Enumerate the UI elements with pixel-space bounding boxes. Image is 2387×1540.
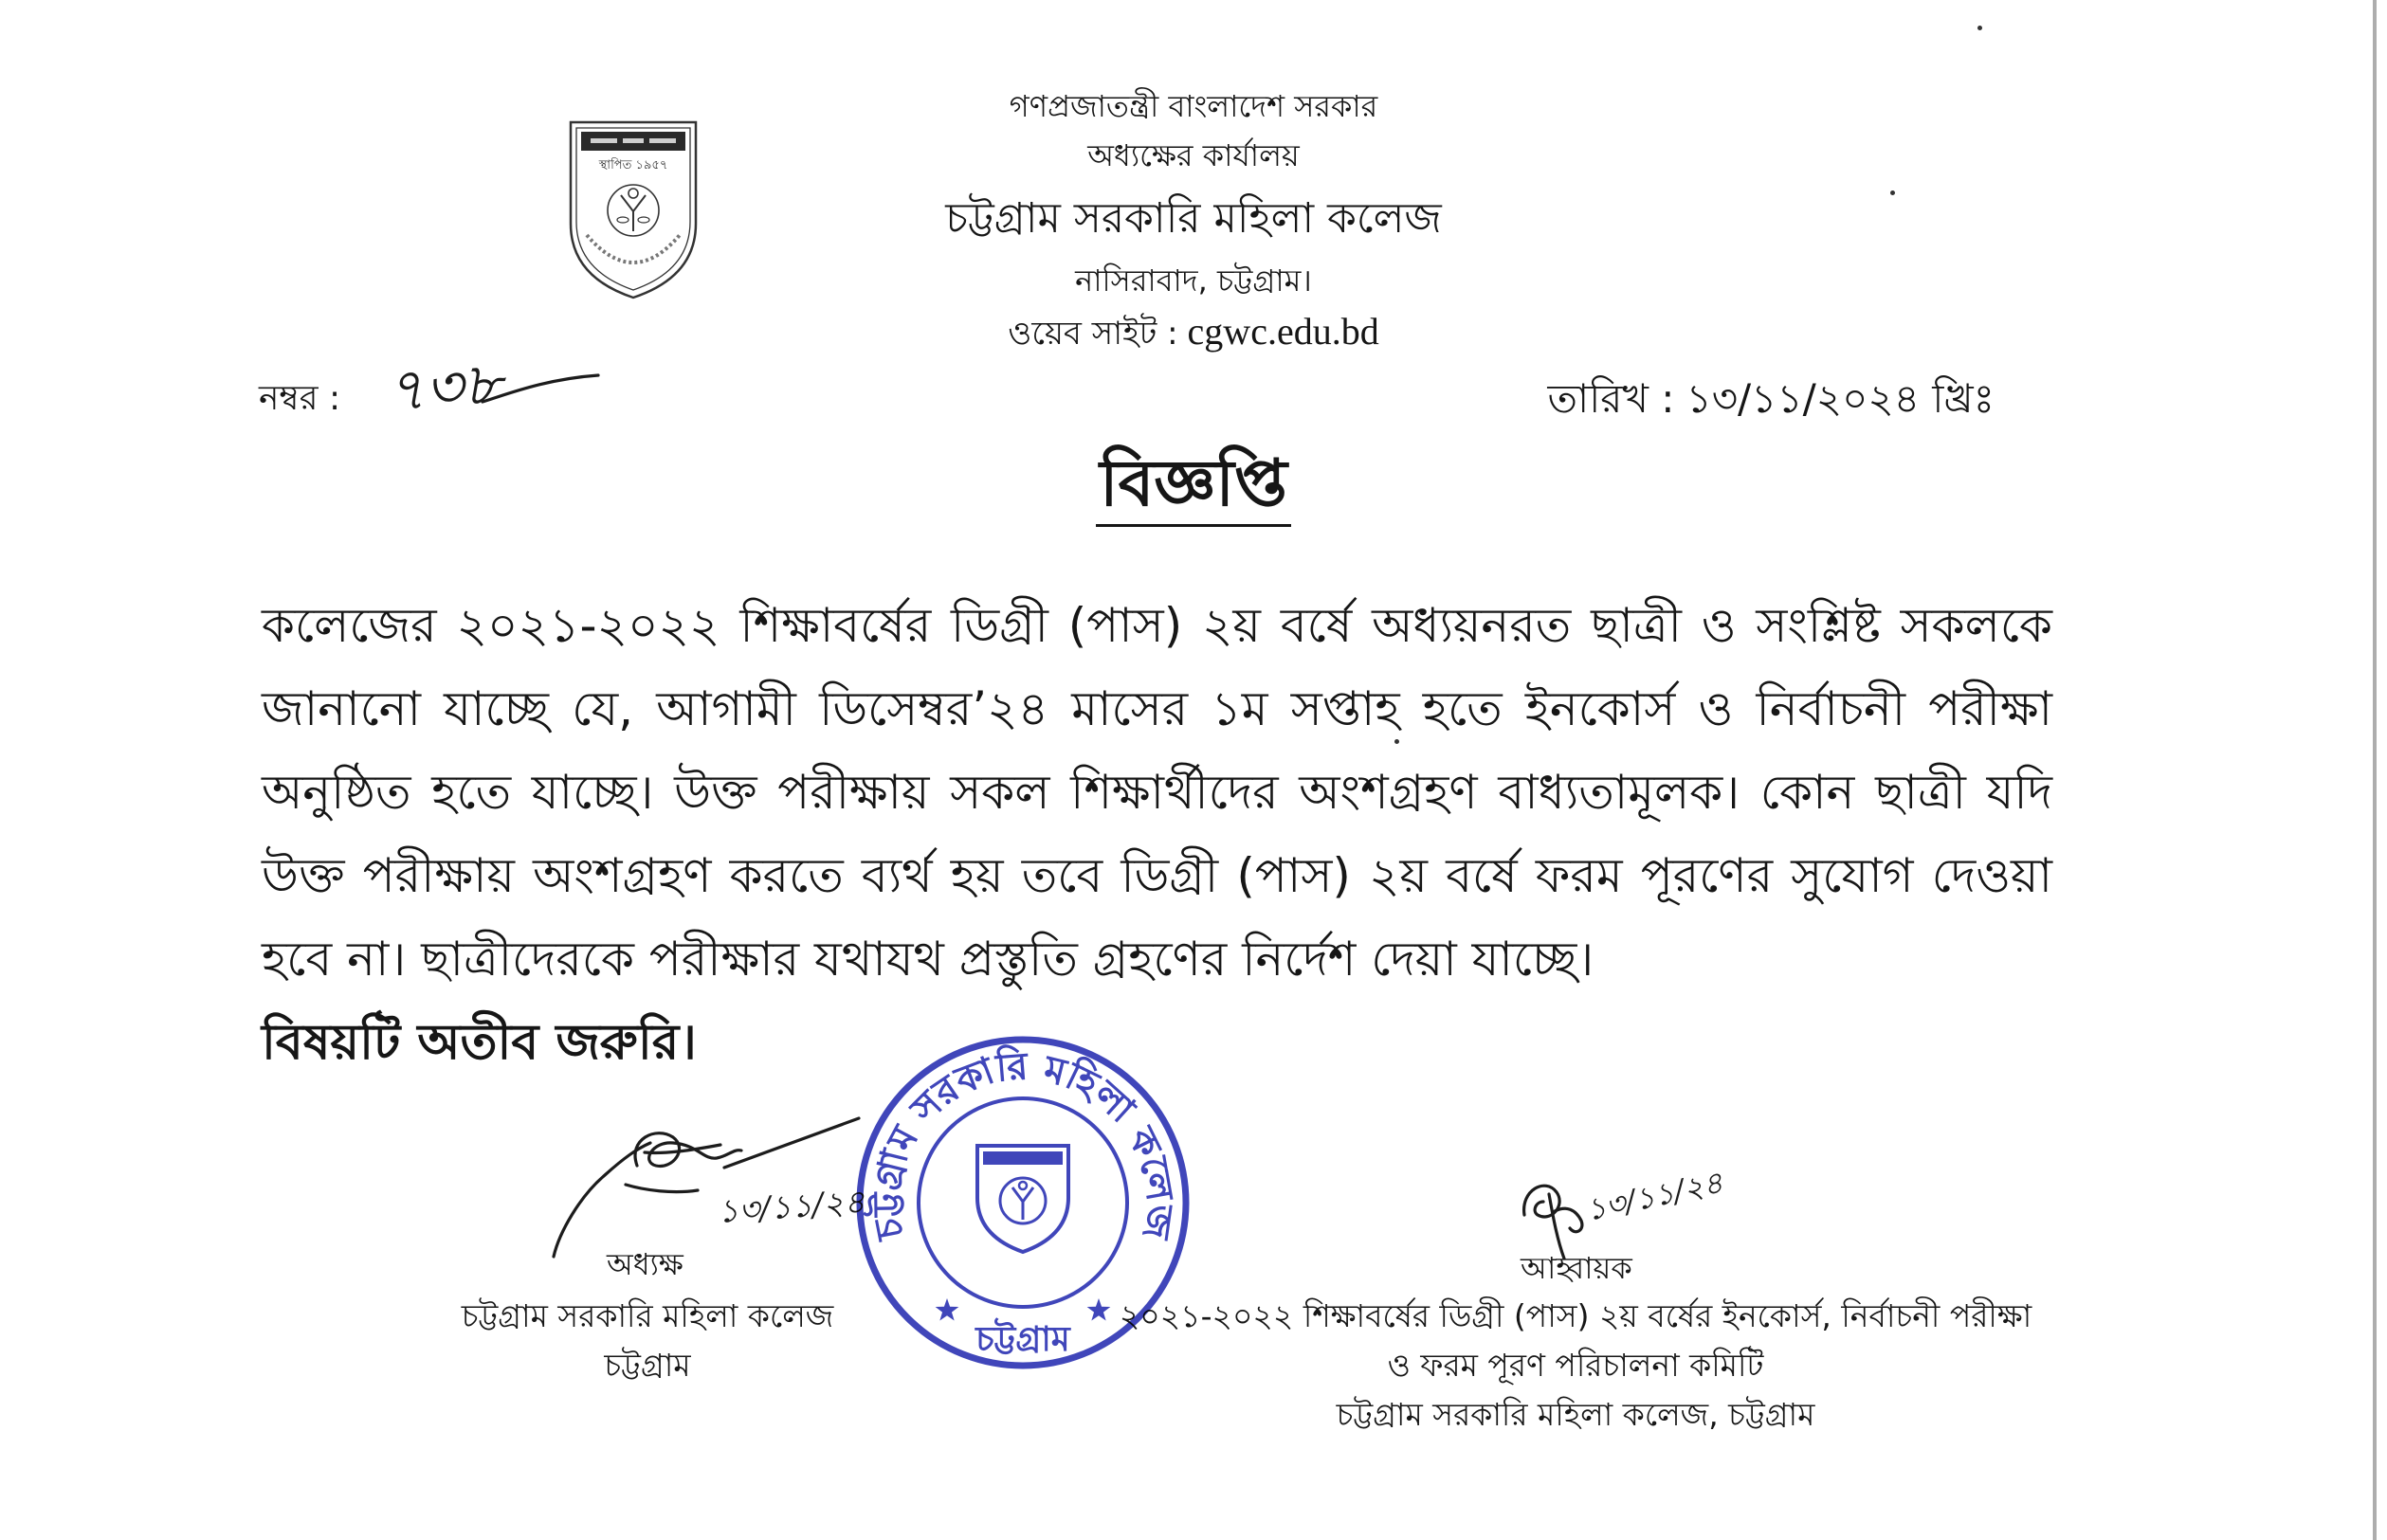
memo-date: [1548, 371, 1995, 426]
college-name: চট্টগ্রাম সরকারি মহিলা কলেজ: [945, 194, 1442, 243]
seal-bottom-text: চট্টগ্রাম: [975, 1320, 1070, 1359]
principal-signature-date: ১৩/১১/২৪: [716, 1183, 866, 1231]
principal-office-line: চট্টগ্রাম: [604, 1347, 691, 1384]
signature-stroke: [1555, 1208, 1582, 1231]
government-line: গণপ্রজাতন্ত্রী বাংলাদেশ সরকার: [1009, 88, 1378, 124]
urgency-note: বিষয়টি অতীব জরুরি।: [262, 1014, 697, 1071]
website-url: cgwc.edu.bd: [1187, 310, 1379, 353]
website-line: [0, 306, 2387, 359]
seal-shield-emblem-icon: [977, 1146, 1068, 1252]
seal-shield-dot: [1019, 1182, 1027, 1189]
convener-committee-line: ২০২১-২০২২ শিক্ষাবর্ষের ডিগ্রী (পাস) ২য় বর্ষের ইনকোর্স, নির্বাচনী পরীক্ষা: [1119, 1297, 2032, 1334]
address-line: নাসিরাবাদ, চট্টগ্রাম।: [1075, 263, 1312, 299]
body-line: হবে না। ছাত্রীদেরকে পরীক্ষার যথাযথ প্রস্তুতি গ্রহণের নির্দেশ দেয়া যাচ্ছে।: [262, 932, 1594, 987]
website-label: ওয়েব সাইট :: [1008, 315, 1178, 353]
memo-date-value: ১৩/১১/২০২৪ খ্রিঃ: [1685, 375, 1995, 422]
principal-signature: [531, 1099, 872, 1265]
notice-title-text: বিজ্ঞপ্তি: [1096, 446, 1291, 527]
memo-number-handwritten: ৭৩৮: [384, 348, 504, 426]
seal-star-icon: [1087, 1298, 1111, 1321]
principal-designation: অধ্যক্ষ: [607, 1246, 683, 1282]
flourish-stroke: [483, 375, 598, 402]
memo-date-label: তারিখ :: [1547, 375, 1675, 422]
notice-title: [0, 444, 2387, 527]
convener-designation: আহ্বায়ক: [1521, 1250, 1632, 1286]
notice-body: [262, 584, 2052, 1001]
convener-committee-line: ও ফরম পূরণ পরিচালনা কমিটি: [1387, 1347, 1764, 1384]
principal-office-line: চট্টগ্রাম সরকারি মহিলা কলেজ: [461, 1297, 834, 1334]
body-line: জানানো যাচ্ছে যে, আগামী ডিসেম্বর’২৪ মাসের ১ম সপ্তাহ হতে ইনকোর্স ও নির্বাচনী পরীক্ষা: [262, 681, 2052, 736]
seal-ring-text-path: চট্টগ্রাম সরকারি মহিলা কলেজ: [865, 1044, 1182, 1243]
office-line: অধ্যক্ষের কার্যালয়: [1087, 137, 1300, 173]
crest-established-text: স্থাপিত ১৯৫৭: [598, 158, 668, 172]
seal-star-icon: [936, 1298, 959, 1321]
memo-number-flourish: [479, 366, 602, 413]
college-seal-icon: [833, 1013, 1212, 1392]
principal-office-block: [410, 1292, 884, 1390]
seal-shield-symbol: [1012, 1187, 1033, 1220]
seal-shield-band: [983, 1151, 1063, 1165]
convener-committee-line: চট্টগ্রাম সরকারি মহিলা কলেজ, চট্টগ্রাম: [1336, 1396, 1815, 1433]
convener-signature-date: ১৩/১১/২৪: [1582, 1164, 1726, 1228]
body-line: উক্ত পরীক্ষায় অংশগ্রহণ করতে ব্যর্থ হয় তবে ডিগ্রী (পাস) ২য় বর্ষে ফরম পূরণের সুযোগ দেওয়া: [262, 848, 2052, 903]
signature-stroke: [626, 1185, 698, 1192]
body-line: অনুষ্ঠিত হতে যাচ্ছে। উক্ত পরীক্ষায় সকল শিক্ষার্থীদের অংশগ্রহণ বাধ্যতামূলক। কোন ছাত্রী যদি: [262, 765, 2052, 820]
memo-number-label: নম্বর :: [259, 379, 341, 418]
scan-speck: [1977, 26, 1982, 30]
body-line: কলেজের ২০২১-২০২২ শিক্ষাবর্ষের ডিগ্রী (পাস) ২য় বর্ষে অধ্যয়নরত ছাত্রী ও সংশ্লিষ্ট সকলকে: [262, 598, 2052, 653]
